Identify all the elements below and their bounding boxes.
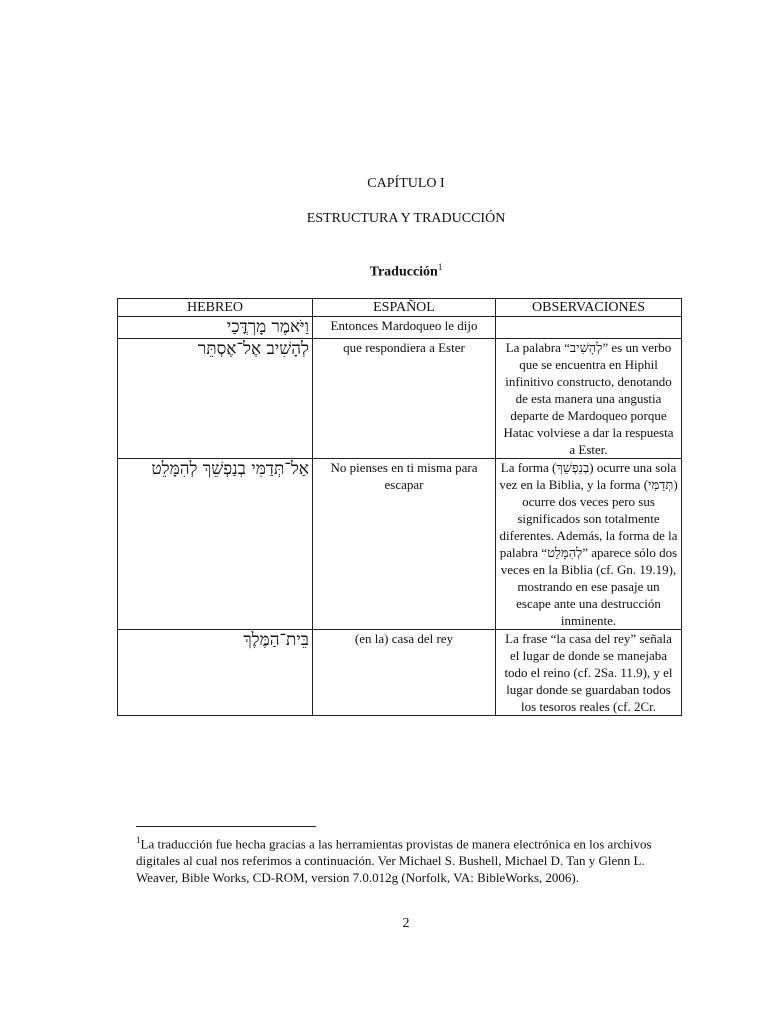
page-number: 2	[402, 916, 410, 931]
spanish-cell: Entonces Mardoqueo le dijo	[313, 317, 496, 339]
spanish-cell: No pienses en ti misma para escapar	[313, 459, 496, 630]
spanish-cell: que respondiera a Ester	[313, 339, 496, 459]
footnote-text: La traducción fue hecha gracias a las herramientas provistas de manera electrónica en los archivos digitales al cual nos referimos a continuación. Ver Michael S. Bushell, Michael D. Tan y Glenn L. Weaver, Bible Works, CD-ROM, version 7.0.012g (Norfolk, VA: BibleWorks, 2006).	[136, 836, 652, 886]
observations-cell: La palabra “לְהָשִׁיב” es un verbo que se encuentra en Hiphil infinitivo constructo, denotando de esta manera una angustia departe de Mardoqueo porque Hatac volviese a dar la respuesta a Ester.	[496, 339, 682, 459]
hebrew-cell: לְהָשִׁיב אֶל־אֶסְתֵּר	[118, 339, 313, 459]
chapter-subtitle: ESTRUCTURA Y TRADUCCIÓN	[306, 211, 506, 226]
header-spanish: ESPAÑOL	[313, 299, 496, 317]
header-hebrew: HEBREO	[118, 299, 313, 317]
footnote	[136, 832, 676, 886]
footnote-reference[interactable]: 1	[437, 262, 443, 272]
footnote-marker: 1	[136, 835, 141, 845]
observations-cell: La frase “la casa del rey” señala el lugar de donde se manejaba todo el reino (cf. 2Sa. 11.9), y el lugar donde se guardaban todos los tesoros reales (cf. 2Cr.	[496, 630, 682, 716]
chapter-title: CAPÍTULO I	[367, 176, 445, 191]
translation-table	[117, 298, 682, 716]
header-observations: OBSERVACIONES	[496, 299, 682, 317]
section-heading	[0, 262, 768, 281]
table-header-row	[118, 299, 682, 317]
table-row	[118, 459, 682, 630]
spanish-cell: (en la) casa del rey	[313, 630, 496, 716]
footnote-divider	[136, 826, 316, 827]
section-heading-text: Traducción	[369, 264, 438, 280]
table-row	[118, 317, 682, 339]
observations-cell	[496, 317, 682, 339]
table-row	[118, 630, 682, 716]
hebrew-cell: וַיֹּאמֶר מָרְדֳּכַי	[118, 317, 313, 339]
hebrew-cell: בֵּית־הַמֶּלֶךְ	[118, 630, 313, 716]
observations-cell: La forma (בְנַפְשֵׁךְ) ocurre una sola vez en la Biblia, y la forma (תְּדַמִּי) ocurre dos veces pero sus significados son totalmente diferentes. Además, la forma de la palabra “לְהִמָּלֵט” aparece sólo dos veces en la Biblia (cf. Gn. 19.19), mostrando en ese pasaje un escape ante una destrucción inminente.	[496, 459, 682, 630]
hebrew-cell: אַל־תְּדַמִּי בְנַפְשֵׁךְ לְהִמָּלֵט	[118, 459, 313, 630]
table-row	[118, 339, 682, 459]
